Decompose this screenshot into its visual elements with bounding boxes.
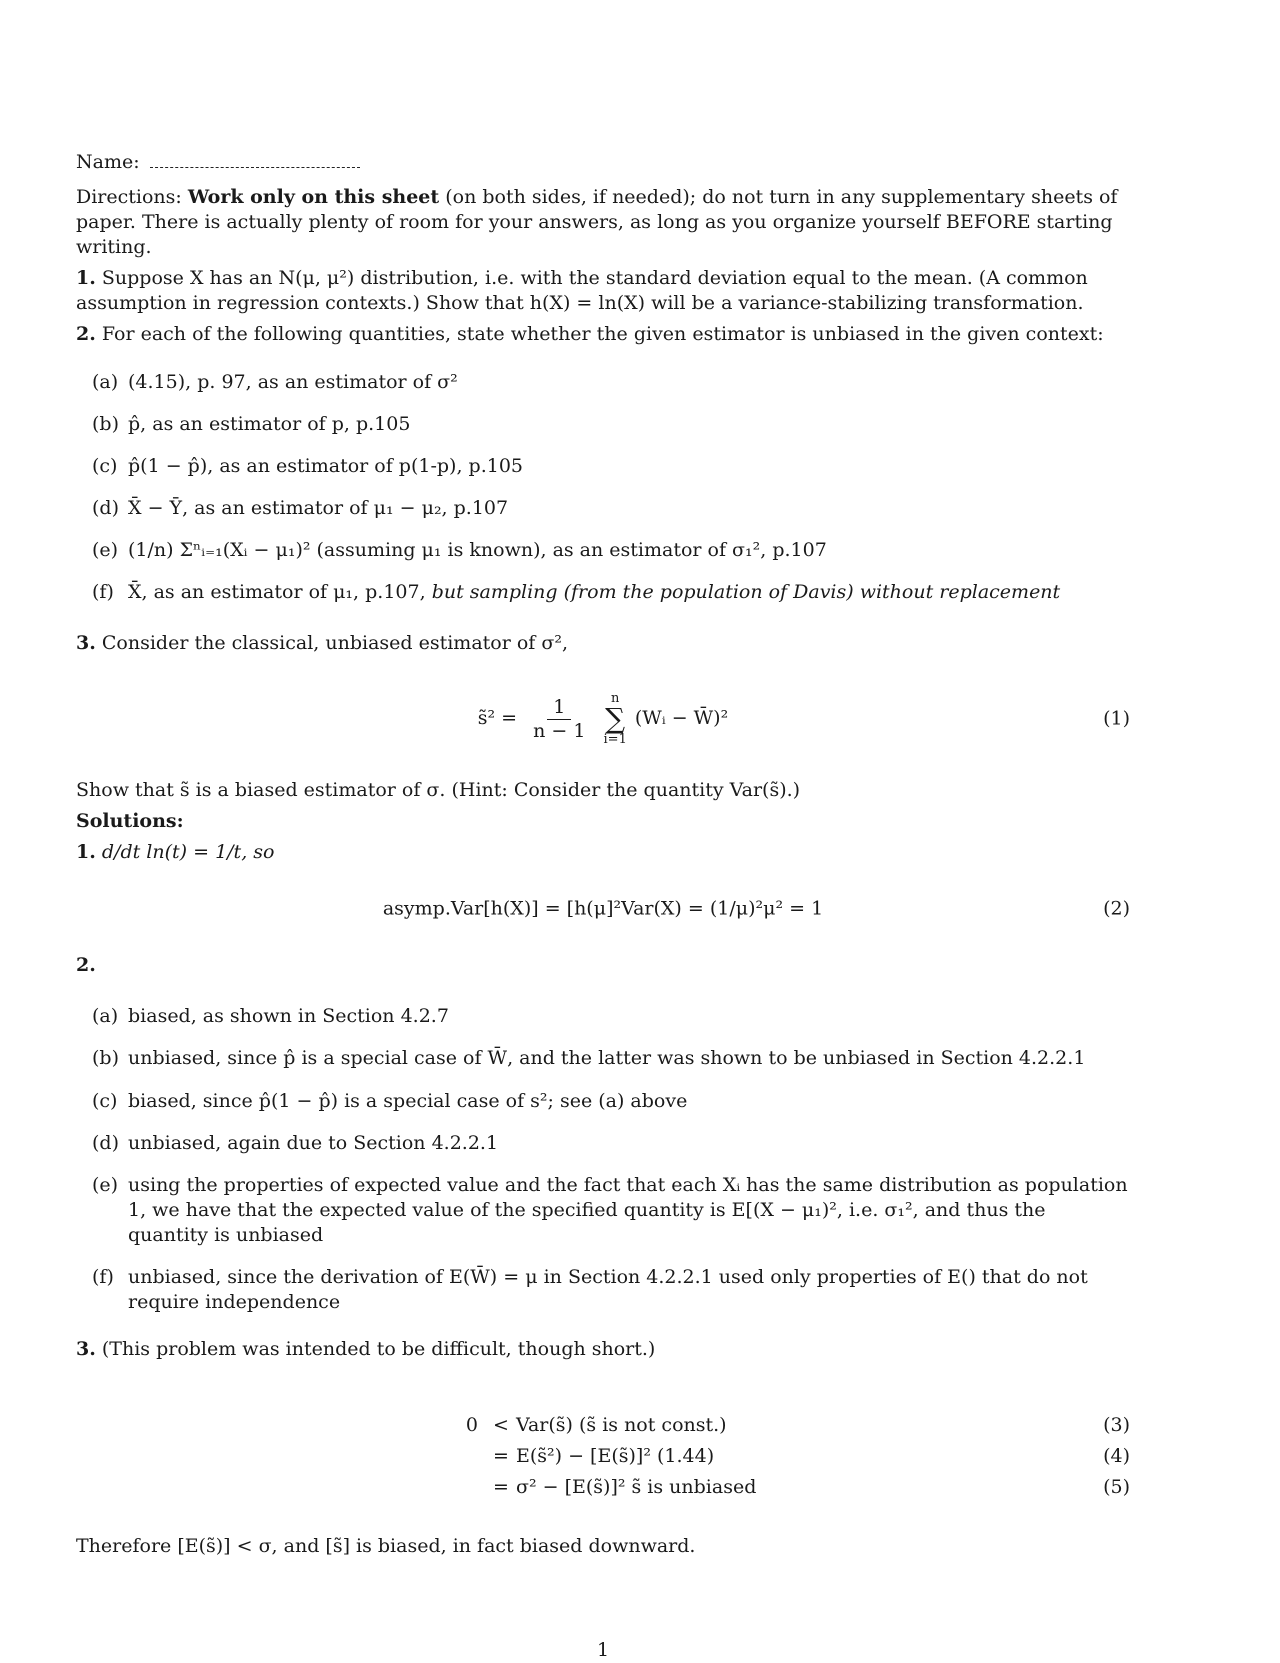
solution-2-number: 2. [76, 954, 96, 977]
directions [76, 185, 1130, 260]
equation-2 [76, 889, 1130, 929]
list-item: (d) unbiased, again due to Section 4.2.2.1 [92, 1131, 499, 1154]
page-number: 1 [596, 1639, 610, 1661]
directions-rest: (on both sides, if needed); do not turn in any supplementary sheets of paper. There is actually plenty of room for your answers, as long as you organize yourself BEFORE starting writing. [76, 186, 1118, 259]
problem-3-number: 3. [76, 632, 96, 655]
solution-3 [76, 1337, 1130, 1362]
list-item: (b) unbiased, since p̂ is a special case of W̄, and the latter was shown to be unbiased in Section 4.2.2.1 [92, 1047, 1086, 1070]
eq1-number: (1) [1103, 707, 1130, 730]
exam-page [76, 150, 1130, 1661]
list-item: (c) biased, since p̂(1 − p̂) is a special case of s²; see (a) above [92, 1089, 688, 1112]
align-row: = E(s̃²) − [E(s̃)]² (1.44) (4) [493, 1444, 1130, 1467]
problem-1-text: Suppose X has an N(μ, μ²) distribution, i.e. with the standard deviation equal to the mean. (A common assumption in regression contexts.) Show that h(X) = ln(X) will be a variance-stabilizing transformation. [76, 267, 1088, 315]
eq1-sum: n ∑ i=1 [603, 691, 627, 748]
align-row: 0 < Var(s̃) (s̃ is not const.) (3) [465, 1413, 1130, 1436]
solution-3-number: 3. [76, 1338, 96, 1361]
name-blank [150, 153, 360, 168]
eq2-body: asymp.Var[h(X)] = [h(μ]²Var(X) = (1/μ)²μ² = 1 [382, 897, 824, 920]
eq1-lhs: s̃² = [477, 707, 518, 730]
problem-1-number: 1. [76, 267, 96, 290]
list-item: (f) X̄, as an estimator of μ₁, p.107, but sampling (from the population of Davis) without replacement [92, 580, 1061, 603]
eq1-fraction: $\frac{1}{n - 1}$ [533, 695, 586, 742]
name-row [76, 150, 1130, 175]
list-item: (b) p̂, as an estimator of p, p.105 [92, 412, 411, 435]
align-block [76, 1410, 1130, 1506]
name-label: Name: [76, 151, 140, 173]
problem-2-list [92, 370, 1130, 605]
conclusion: Therefore [E(s̃)] < σ, and [s̃] is biased, in fact biased downward. [76, 1535, 696, 1558]
list-item: (f) unbiased, since the derivation of E(W̄) = μ in Section 4.2.2.1 used only properties of E() that do not require independence [92, 1265, 1088, 1314]
list-item: (e) using the properties of expected value and the fact that each Xᵢ has the same distribution as population 1, we have that the expected value of the specified quantity is E[(X − μ₁)², i.e. σ₁², and thus the quantity is unbiased [92, 1173, 1128, 1246]
problem-3-hint: Show that s̃ is a biased estimator of σ. (Hint: Consider the quantity Var(s̃).) [76, 779, 801, 802]
problem-3-text: Consider the classical, unbiased estimator of σ², [101, 632, 568, 655]
list-item: (c) p̂(1 − p̂), as an estimator of p(1-p), p.105 [92, 454, 524, 477]
solutions-heading: Solutions: [76, 810, 184, 833]
list-item: (e) (1/n) Σⁿᵢ₌₁(Xᵢ − μ₁)² (assuming μ₁ is known), as an estimator of σ₁², p.107 [92, 538, 827, 561]
list-item: (d) X̄ − Ȳ, as an estimator of μ₁ − μ₂, p.107 [92, 496, 509, 519]
solution-1 [76, 840, 1130, 865]
directions-bold: Work only on this sheet [187, 186, 440, 209]
problem-2-number: 2. [76, 323, 96, 346]
eq1-body: (Wᵢ − W̄)² [634, 707, 729, 730]
solution-1-number: 1. [76, 841, 96, 864]
problem-2 [76, 322, 1130, 347]
align-row: = σ² − [E(s̃)]² s̃ is unbiased (5) [493, 1475, 1130, 1498]
italic-clause: but sampling (from the population of Davis) without replacement [431, 580, 1061, 603]
solution-1-text: d/dt ln(t) = 1/t, so [101, 841, 275, 864]
equation-1 [76, 684, 1130, 754]
list-item: (a) (4.15), p. 97, as an estimator of σ² [92, 370, 458, 393]
list-item: (a) biased, as shown in Section 4.2.7 [92, 1005, 449, 1028]
problem-2-text: For each of the following quantities, state whether the given estimator is unbiased in the given context: [101, 323, 1104, 346]
directions-lead: Directions: [76, 186, 182, 209]
problem-3 [76, 631, 1130, 656]
solution-3-text: (This problem was intended to be difficult, though short.) [101, 1338, 656, 1361]
solution-2-list [92, 1004, 1130, 1315]
problem-1 [76, 266, 1130, 316]
eq2-number: (2) [1103, 897, 1130, 920]
